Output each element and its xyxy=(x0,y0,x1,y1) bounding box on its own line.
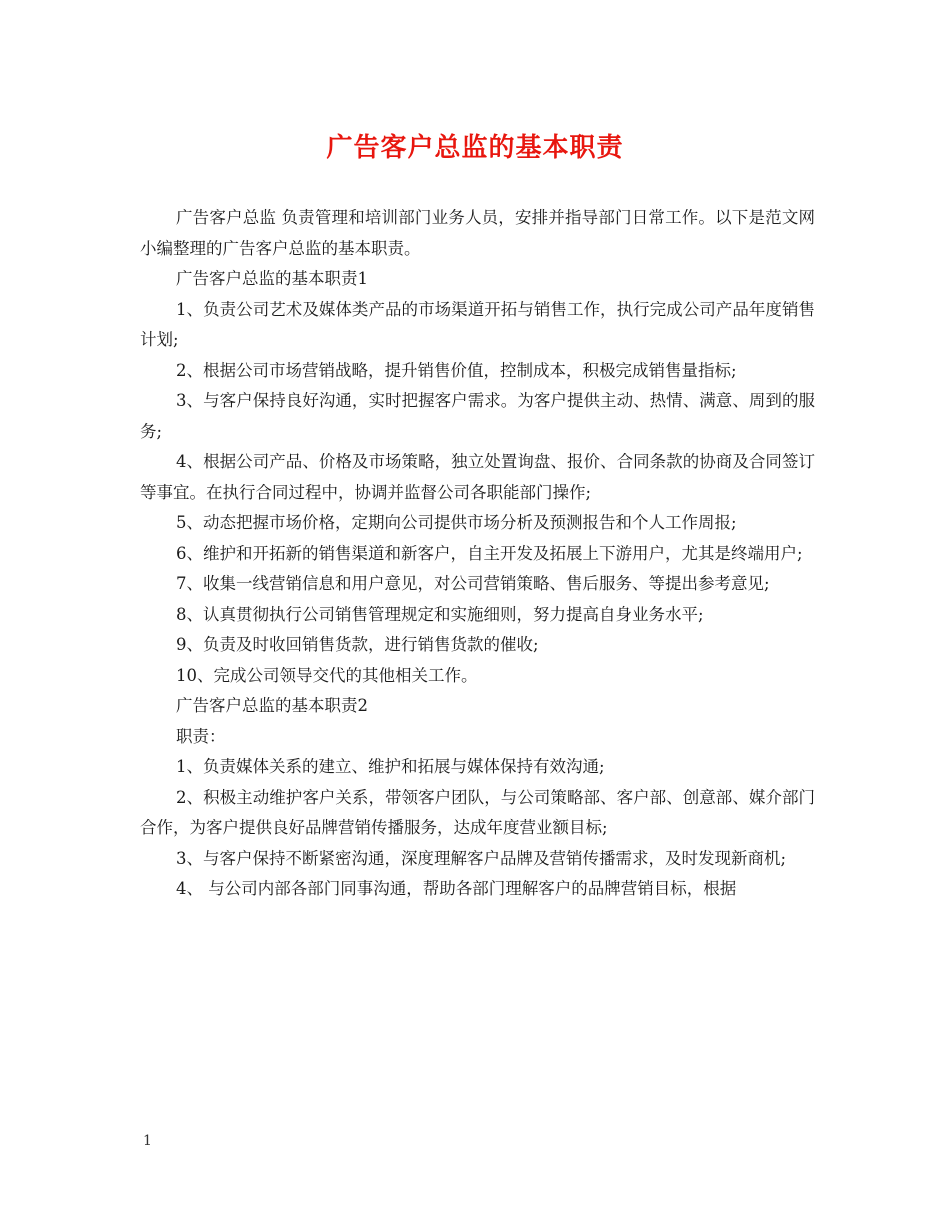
duty-item: 3、与客户保持良好沟通，实时把握客户需求。为客户提供主动、热情、满意、周到的服务; xyxy=(140,391,815,441)
duty-item: 2、积极主动维护客户关系，带领客户团队，与公司策略部、客户部、创意部、媒介部门合作，为客户提供良好品牌营销传播服务，达成年度营业额目标; xyxy=(140,787,815,837)
duty-item: 8、认真贯彻执行公司销售管理规定和实施细则，努力提高自身业务水平; xyxy=(176,604,704,624)
responsibilities-label: 职责： xyxy=(176,726,226,746)
duty-item: 5、动态把握市场价格，定期向公司提供市场分析及预测报告和个人工作周报; xyxy=(176,513,737,532)
document-body xyxy=(140,203,815,905)
duty-item: 4、根据公司产品、价格及市场策略，独立处置询盘、报价、合同条款的协商及合同签订等事宜。在执行合同过程中，协调并监督公司各职能部门操作; xyxy=(140,452,815,502)
section-heading-1: 广告客户总监的基本职责1 xyxy=(176,269,368,288)
duty-item: 4、 与公司内部各部门同事沟通，帮助各部门理解客户的品牌营销目标，根据 xyxy=(176,879,737,898)
duty-item: 6、维护和开拓新的销售渠道和新客户，自主开发及拓展上下游用户，尤其是终端用户; xyxy=(176,543,803,563)
intro-paragraph: 广告客户总监 负责管理和培训部门业务人员，安排并指导部门日常工作。以下是范文网小编整理的广告客户总监的基本职责。 xyxy=(140,208,815,258)
document-title: 广告客户总监的基本职责 xyxy=(326,133,624,163)
duty-item: 10、完成公司领导交代的其他相关工作。 xyxy=(176,665,478,685)
duty-item: 1、负责公司艺术及媒体类产品的市场渠道开拓与销售工作，执行完成公司产品年度销售计划; xyxy=(140,299,815,349)
duty-item: 2、根据公司市场营销战略，提升销售价值，控制成本，积极完成销售量指标; xyxy=(176,360,737,380)
section-heading-2: 广告客户总监的基本职责2 xyxy=(176,696,368,715)
duty-item: 1、负责媒体关系的建立、维护和拓展与媒体保持有效沟通; xyxy=(176,757,605,776)
duty-item: 9、负责及时收回销售货款，进行销售货款的催收; xyxy=(176,635,539,654)
duty-item: 3、与客户保持不断紧密沟通，深度理解客户品牌及营销传播需求，及时发现新商机; xyxy=(176,848,787,868)
page-number: 1 xyxy=(143,1133,152,1149)
duty-item: 7、收集一线营销信息和用户意见，对公司营销策略、售后服务、等提出参考意见; xyxy=(176,574,770,593)
